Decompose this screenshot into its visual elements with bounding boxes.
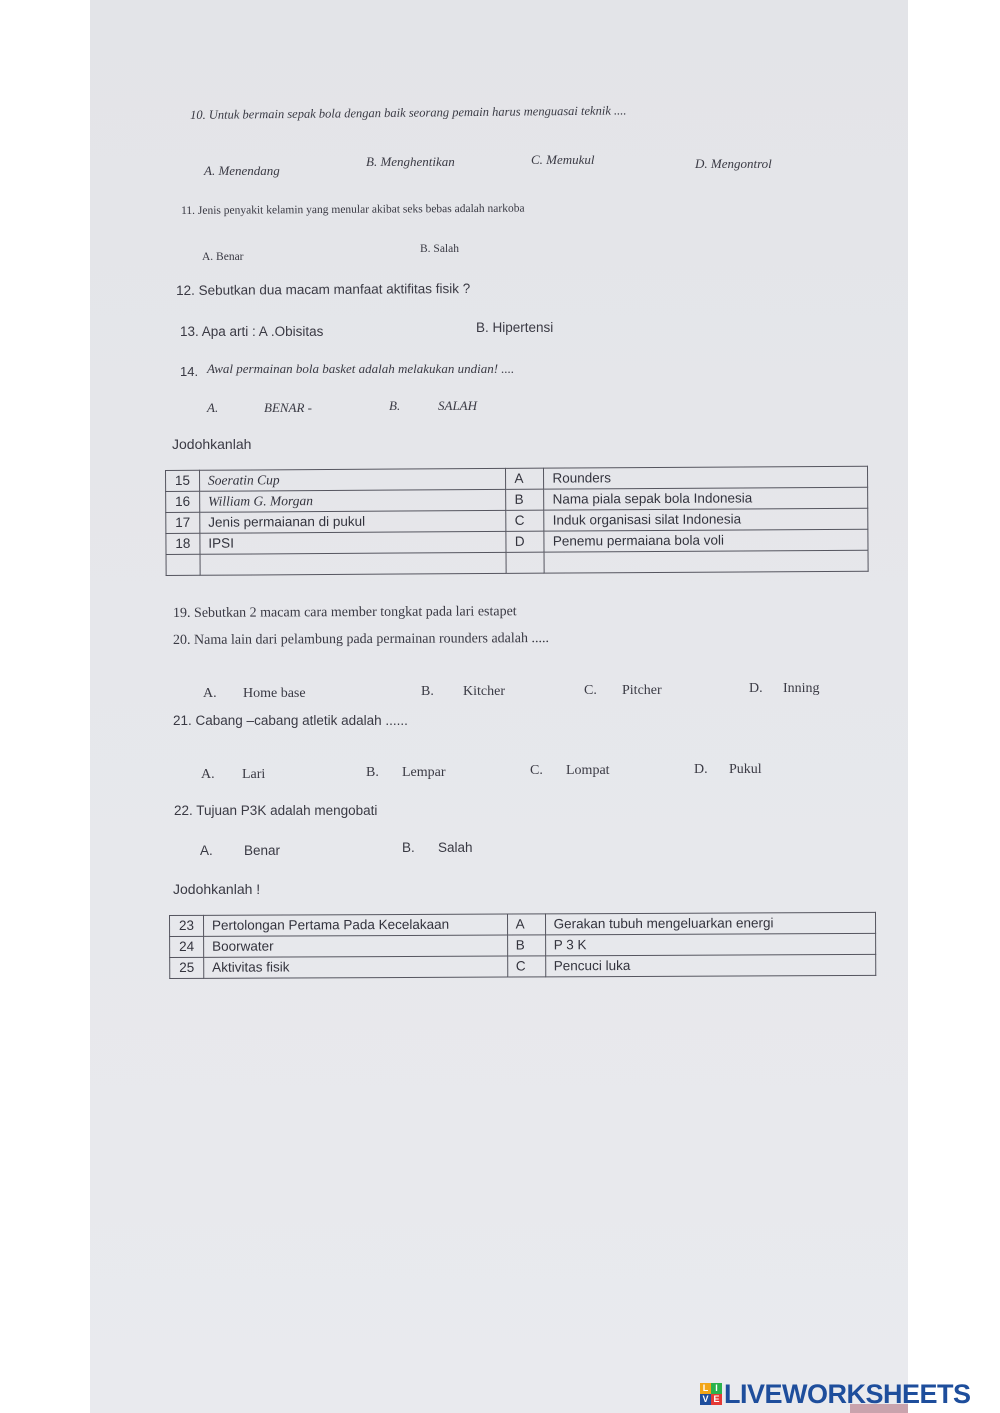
q11-option-b: B. Salah xyxy=(420,243,459,255)
row-number: 18 xyxy=(166,533,200,554)
q20-option-b-letter: B. xyxy=(421,684,434,699)
liveworksheets-logo xyxy=(700,1380,971,1408)
right-item: Pencuci luka xyxy=(545,954,876,976)
empty-cell xyxy=(166,554,200,575)
matching-heading-2: Jodohkanlah ! xyxy=(173,881,261,897)
q21-option-d-letter: D. xyxy=(694,762,708,777)
row-number: 23 xyxy=(170,915,204,936)
question-14: Awal permainan bola basket adalah melakukan undian! .... xyxy=(207,361,515,376)
right-item: Nama piala sepak bola Indonesia xyxy=(544,487,868,510)
right-item: Induk organisasi silat Indonesia xyxy=(544,508,868,531)
question-13: 13. Apa arti : A .Obisitas xyxy=(180,324,324,339)
table-row xyxy=(170,954,876,978)
q13-option-b: B. Hipertensi xyxy=(476,320,554,335)
left-item: Aktivitas fisik xyxy=(204,956,508,978)
left-item: William G. Morgan xyxy=(200,489,507,512)
question-22: 22. Tujuan P3K adalah mengobati xyxy=(174,803,378,818)
row-number: 17 xyxy=(166,512,200,533)
q20-option-d-label: Inning xyxy=(783,681,820,696)
q21-option-c-label: Lompat xyxy=(566,763,610,778)
q20-option-a-label: Home base xyxy=(243,686,306,701)
q10-option-b: B. Menghentikan xyxy=(366,154,455,169)
left-item: Soeratin Cup xyxy=(199,468,506,491)
q10-option-c: C. Memukul xyxy=(531,152,595,167)
q14-option-b-letter: B. xyxy=(389,398,401,413)
q22-option-b-label: Salah xyxy=(438,840,473,855)
right-item: P 3 K xyxy=(545,933,876,955)
q14-option-a-label: BENAR - xyxy=(264,400,313,415)
q21-option-c-letter: C. xyxy=(530,763,543,778)
q21-option-d-label: Pukul xyxy=(729,762,762,777)
question-21: 21. Cabang –cabang atletik adalah ...... xyxy=(173,713,408,728)
matching-heading-1: Jodohkanlah xyxy=(172,436,252,452)
q20-option-c-label: Pitcher xyxy=(622,683,662,698)
table-row xyxy=(170,912,876,936)
q10-option-d: D. Mengontrol xyxy=(695,156,772,171)
q10-option-a: A. Menendang xyxy=(204,163,280,178)
question-20: 20. Nama lain dari pelambung pada permainan rounders adalah ..... xyxy=(173,631,549,648)
q14-option-a-letter: A. xyxy=(207,400,219,415)
q20-option-d-letter: D. xyxy=(749,681,763,696)
right-letter: A xyxy=(506,468,544,489)
q20-option-b-label: Kitcher xyxy=(463,684,505,699)
question-12: 12. Sebutkan dua macam manfaat aktifitas fisik ? xyxy=(176,280,471,298)
right-item: Gerakan tubuh mengeluarkan energi xyxy=(545,912,876,934)
q14-option-b-label: SALAH xyxy=(438,398,477,413)
row-number: 25 xyxy=(170,957,204,978)
right-letter: C xyxy=(507,956,545,977)
question-11: 11. Jenis penyakit kelamin yang menular akibat seks bebas adalah narkoba xyxy=(181,202,525,217)
right-letter: B xyxy=(507,935,545,956)
q20-option-a-letter: A. xyxy=(203,686,217,701)
q22-option-a-letter: A. xyxy=(200,843,213,858)
question-10: 10. Untuk bermain sepak bola dengan baik seorang pemain harus menguasai teknik .... xyxy=(190,103,627,122)
q20-option-c-letter: C. xyxy=(584,683,597,698)
liveworksheets-wordmark: LIVEWORKSHEETS xyxy=(724,1378,971,1409)
q21-option-a-letter: A. xyxy=(201,767,215,782)
matching-table-1 xyxy=(165,466,869,576)
right-item: Penemu permaiana bola voli xyxy=(544,529,868,552)
right-letter: B xyxy=(506,489,544,510)
right-letter: C xyxy=(506,510,544,531)
row-number: 16 xyxy=(166,491,200,512)
row-number: 15 xyxy=(166,470,200,491)
table-row-empty xyxy=(166,550,868,575)
question-19: 19. Sebutkan 2 macam cara member tongkat pada lari estapet xyxy=(173,604,517,621)
right-letter: D xyxy=(506,531,544,552)
left-item: Boorwater xyxy=(204,935,508,957)
row-number: 24 xyxy=(170,936,204,957)
q21-option-a-label: Lari xyxy=(242,767,266,782)
q14-number: 14. xyxy=(180,364,199,379)
right-letter: A xyxy=(507,914,545,935)
matching-table-2 xyxy=(169,912,876,979)
q11-option-a: A. Benar xyxy=(202,251,244,263)
q21-option-b-letter: B. xyxy=(366,765,379,780)
empty-cell xyxy=(544,550,868,573)
left-item: Pertolongan Pertama Pada Kecelakaan xyxy=(203,914,507,936)
liveworksheets-logo-icon: L I V E xyxy=(700,1383,722,1405)
q22-option-b-letter: B. xyxy=(402,840,415,855)
q22-option-a-label: Benar xyxy=(244,843,281,858)
empty-cell xyxy=(200,552,507,575)
q21-option-b-label: Lempar xyxy=(402,765,446,780)
right-item: Rounders xyxy=(544,466,868,489)
left-item: Jenis permaianan di pukul xyxy=(200,510,507,533)
left-item: IPSI xyxy=(200,531,507,554)
empty-cell xyxy=(506,552,544,573)
